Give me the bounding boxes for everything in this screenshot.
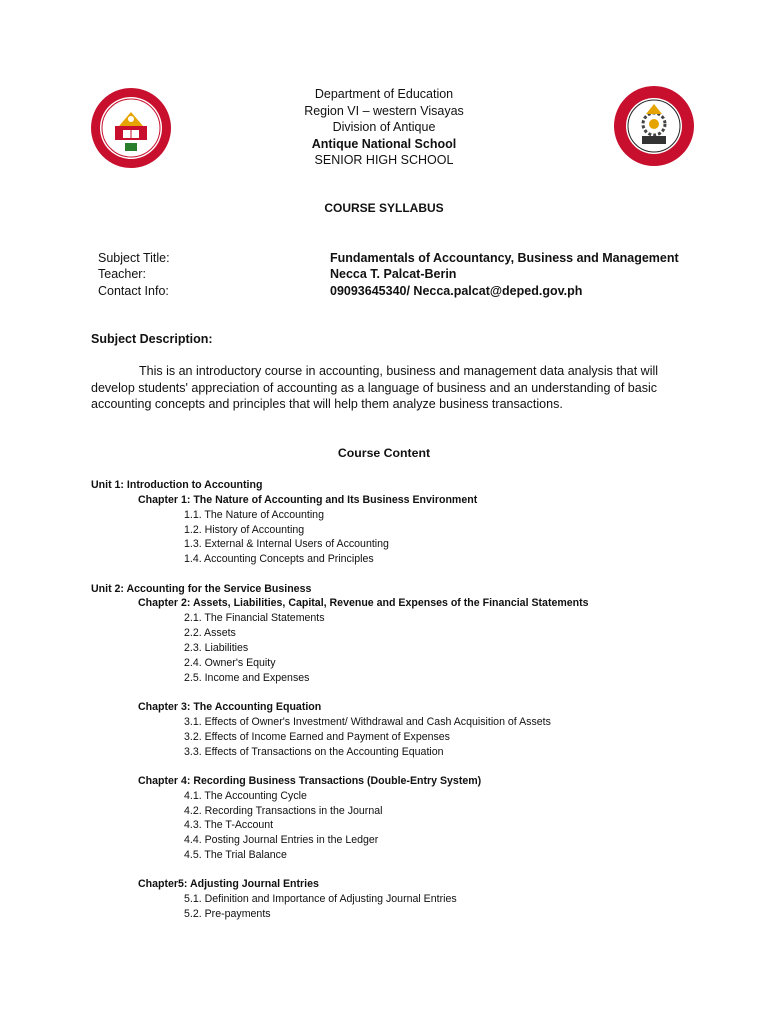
section-item: 2.2. Assets (184, 627, 236, 640)
teacher-row (98, 266, 679, 282)
section-item: 1.2. History of Accounting (184, 523, 305, 536)
section-item: 1.4. Accounting Concepts and Principles (184, 553, 374, 566)
subject-row (98, 250, 679, 266)
section-item: 4.3. The T-Account (184, 819, 274, 832)
section-item: 4.4. Posting Journal Entries in the Ledger (184, 834, 379, 847)
contact-label: Contact Info: (98, 283, 169, 298)
school-seal-left-icon (89, 86, 173, 170)
section-item: 3.2. Effects of Income Earned and Payment of Expenses (184, 730, 450, 743)
contact-value: 09093645340/ Necca.palcat@deped.gov.ph (330, 283, 583, 298)
contact-row (98, 283, 679, 299)
header-division: Division of Antique (332, 120, 436, 134)
course-info (98, 250, 679, 299)
header-school-name: Antique National School (311, 136, 457, 151)
header-department: Department of Education (314, 87, 454, 101)
teacher-label: Teacher: (98, 267, 146, 282)
section-item: 4.1. The Accounting Cycle (184, 789, 307, 802)
section-item: 3.3. Effects of Transactions on the Accounting Equation (184, 745, 444, 758)
header-region: Region VI – western Visayas (304, 103, 464, 118)
chapter-title: Chapter 1: The Nature of Accounting and Its Business Environment (138, 493, 478, 506)
section-item: 2.5. Income and Expenses (184, 671, 310, 684)
page-title: COURSE SYLLABUS (324, 201, 444, 215)
course-content-heading: Course Content (337, 446, 431, 460)
section-item: 5.1. Definition and Importance of Adjusting Journal Entries (184, 893, 457, 906)
header-level: SENIOR HIGH SCHOOL (314, 153, 454, 167)
section-item: 2.1. The Financial Statements (184, 612, 325, 625)
section-item: 4.2. Recording Transactions in the Journal (184, 804, 383, 817)
section-item: 2.4. Owner's Equity (184, 656, 276, 669)
chapter-title: Chapter 4: Recording Business Transactions (Double-Entry System) (138, 774, 482, 787)
unit-title: Unit 2: Accounting for the Service Business (91, 582, 312, 595)
teacher-value: Necca T. Palcat-Berin (330, 267, 457, 282)
unit-title: Unit 1: Introduction to Accounting (91, 479, 263, 491)
subject-value: Fundamentals of Accountancy, Business and Management (330, 251, 679, 265)
description-line: accounting concepts and principles that will help them analyze business transactions. (91, 397, 563, 412)
section-item: 1.3. External & Internal Users of Accounting (184, 538, 389, 551)
section-item: 4.5. The Trial Balance (184, 849, 287, 862)
section-item: 1.1. The Nature of Accounting (184, 508, 324, 521)
subject-description (91, 363, 691, 413)
chapter-title: Chapter 3: The Accounting Equation (138, 700, 322, 713)
chapter-title: Chapter5: Adjusting Journal Entries (138, 878, 319, 891)
school-seal-right-icon (612, 84, 696, 168)
description-line: develop students' appreciation of accounting as a language of business and an understanding of basic (91, 380, 657, 395)
section-item: 3.1. Effects of Owner's Investment/ Withdrawal and Cash Acquisition of Assets (184, 715, 551, 728)
subject-label: Subject Title: (98, 251, 170, 265)
spacer (91, 685, 589, 700)
document-header (184, 86, 584, 169)
chapter-title: Chapter 2: Assets, Liabilities, Capital, Revenue and Expenses of the Financial Statements (138, 597, 589, 610)
spacer (91, 863, 589, 878)
section-item: 2.3. Liabilities (184, 641, 249, 654)
spacer (91, 567, 589, 582)
course-outline (91, 478, 589, 922)
description-line: This is an introductory course in accounting, business and management data analysis that will (139, 364, 659, 378)
subject-description-heading: Subject Description: (91, 332, 213, 346)
section-item: 5.2. Pre-payments (184, 908, 271, 921)
spacer (91, 759, 589, 774)
